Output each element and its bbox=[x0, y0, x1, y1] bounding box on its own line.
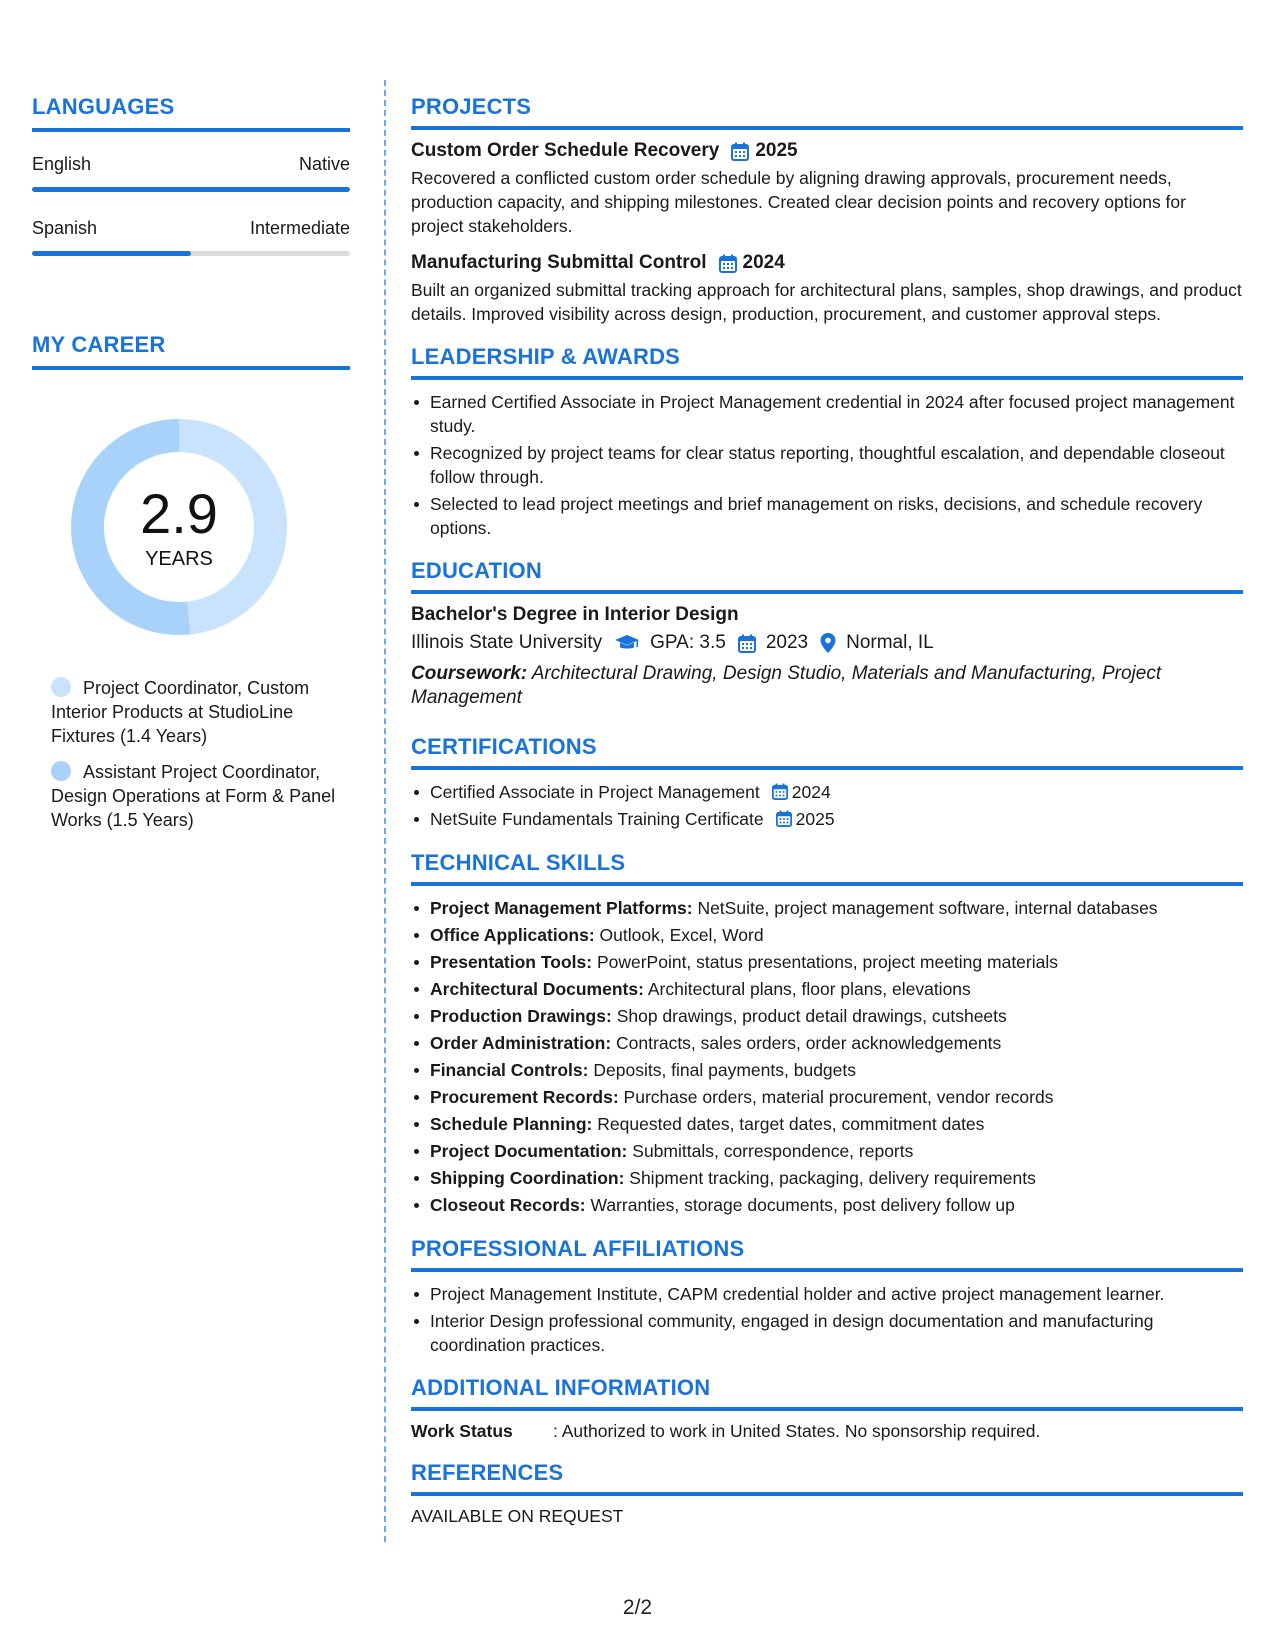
project-description: Built an organized submittal tracking approach for architectural plans, samples, shop drawings, and product details. Improved visibility across design, production, procurement, and customer approval steps. bbox=[411, 280, 1242, 324]
skill-value: Deposits, final payments, budgets bbox=[593, 1060, 857, 1080]
graduation-year: 2023 bbox=[765, 632, 809, 653]
school-name: Illinois State University bbox=[411, 632, 603, 653]
additional-section bbox=[411, 1375, 1243, 1442]
section-rule bbox=[411, 1407, 1243, 1411]
skill-label: Order Administration: bbox=[430, 1033, 612, 1053]
projects-title: PROJECTS bbox=[411, 94, 532, 119]
language-level: Native bbox=[298, 154, 350, 174]
list-item: Interior Design professional community, engaged in design documentation and manufacturing coordination practices. bbox=[411, 1309, 1243, 1357]
language-name: English bbox=[32, 154, 92, 174]
coursework bbox=[411, 662, 1243, 710]
skill-value: PowerPoint, status presentations, project meeting materials bbox=[596, 952, 1058, 972]
certification-item bbox=[411, 780, 1243, 805]
certification-year: 2025 bbox=[795, 809, 835, 829]
additional-title: ADDITIONAL INFORMATION bbox=[411, 1375, 711, 1400]
skill-value: Warranties, storage documents, post delivery follow up bbox=[590, 1195, 1015, 1215]
projects-section bbox=[411, 94, 1243, 326]
skill-value: Requested dates, target dates, commitment dates bbox=[597, 1114, 985, 1134]
education-section bbox=[411, 558, 1243, 710]
list-item: Project Management Institute, CAPM credential holder and active project management learner. bbox=[411, 1282, 1243, 1306]
degree-title: Bachelor's Degree in Interior Design bbox=[411, 604, 739, 625]
skill-label: Project Management Platforms: bbox=[430, 898, 693, 918]
career-donut-chart bbox=[66, 414, 292, 640]
legend-label: Assistant Project Coordinator, Design Operations at Form & Panel Works (1.5 Years) bbox=[51, 762, 336, 830]
languages-title: LANGUAGES bbox=[32, 94, 175, 119]
skill-value: NetSuite, project management software, internal databases bbox=[697, 898, 1158, 918]
skill-item bbox=[411, 950, 1243, 975]
language-bar bbox=[32, 187, 350, 192]
language-name: Spanish bbox=[32, 218, 98, 238]
certification-name: NetSuite Fundamentals Training Certificate bbox=[430, 809, 764, 829]
project-item bbox=[411, 252, 1243, 326]
skill-value: Outlook, Excel, Word bbox=[599, 925, 764, 945]
section-rule bbox=[411, 126, 1243, 130]
section-rule bbox=[32, 366, 350, 370]
skill-item bbox=[411, 1193, 1243, 1218]
calendar-icon bbox=[738, 634, 756, 653]
references-text: AVAILABLE ON REQUEST bbox=[411, 1506, 624, 1526]
language-bar bbox=[32, 251, 350, 256]
skill-label: Office Applications: bbox=[430, 925, 595, 945]
project-name: Custom Order Schedule Recovery bbox=[411, 140, 720, 161]
coursework-label: Coursework: bbox=[411, 663, 528, 684]
skill-item bbox=[411, 923, 1243, 948]
left-column bbox=[32, 94, 350, 844]
legend-label: Project Coordinator, Custom Interior Products at StudioLine Fixtures (1.4 Years) bbox=[51, 678, 310, 746]
language-bar-fill bbox=[32, 251, 191, 256]
section-rule bbox=[411, 1268, 1243, 1272]
skill-item bbox=[411, 896, 1243, 921]
language-level: Intermediate bbox=[249, 218, 350, 238]
career-total-value: 2.9 bbox=[140, 481, 218, 545]
certification-name: Certified Associate in Project Management bbox=[430, 782, 760, 802]
language-bar-fill bbox=[32, 187, 350, 192]
right-column bbox=[411, 94, 1243, 1545]
affiliations-title: PROFESSIONAL AFFILIATIONS bbox=[411, 1236, 745, 1261]
leadership-title: LEADERSHIP & AWARDS bbox=[411, 344, 681, 369]
section-rule bbox=[411, 882, 1243, 886]
project-year: 2024 bbox=[742, 252, 785, 273]
languages-section bbox=[32, 94, 350, 256]
skills-section bbox=[411, 850, 1243, 1218]
legend-dot-icon bbox=[51, 761, 71, 781]
calendar-icon bbox=[719, 254, 737, 273]
skill-label: Production Drawings: bbox=[430, 1006, 612, 1026]
project-year: 2025 bbox=[755, 140, 798, 161]
skills-title: TECHNICAL SKILLS bbox=[411, 850, 626, 875]
skill-value: Shop drawings, product detail drawings, cutsheets bbox=[616, 1006, 1007, 1026]
skill-label: Architectural Documents: bbox=[430, 979, 644, 999]
leadership-section bbox=[411, 344, 1243, 540]
legend-dot-icon bbox=[51, 677, 71, 697]
certifications-section bbox=[411, 734, 1243, 832]
skill-item bbox=[411, 1139, 1243, 1164]
skill-item bbox=[411, 977, 1243, 1002]
coursework-text: Architectural Drawing, Design Studio, Materials and Manufacturing, Project Management bbox=[411, 663, 1162, 708]
skill-value: Purchase orders, material procurement, vendor records bbox=[623, 1087, 1054, 1107]
career-title: MY CAREER bbox=[32, 332, 166, 357]
certification-item bbox=[411, 807, 1243, 832]
list-item: Earned Certified Associate in Project Management credential in 2024 after focused project management study. bbox=[411, 390, 1243, 438]
project-item bbox=[411, 140, 1243, 238]
column-divider bbox=[384, 80, 386, 1542]
skill-label: Financial Controls: bbox=[430, 1060, 589, 1080]
references-title: REFERENCES bbox=[411, 1460, 564, 1485]
skill-value: Submittals, correspondence, reports bbox=[632, 1141, 914, 1161]
section-rule bbox=[411, 376, 1243, 380]
skill-label: Procurement Records: bbox=[430, 1087, 619, 1107]
affiliations-section bbox=[411, 1236, 1243, 1357]
work-status-label: Work Status bbox=[411, 1421, 513, 1441]
calendar-icon bbox=[772, 783, 788, 800]
skill-item bbox=[411, 1004, 1243, 1029]
gpa: GPA: 3.5 bbox=[650, 632, 726, 653]
skill-label: Closeout Records: bbox=[430, 1195, 586, 1215]
legend-item bbox=[51, 760, 341, 832]
list-item: Selected to lead project meetings and brief management on risks, decisions, and schedule recovery options. bbox=[411, 492, 1243, 540]
skill-value: Shipment tracking, packaging, delivery requirements bbox=[629, 1168, 1036, 1188]
skill-item bbox=[411, 1058, 1243, 1083]
skill-item bbox=[411, 1112, 1243, 1137]
section-rule bbox=[411, 1492, 1243, 1496]
skill-label: Project Documentation: bbox=[430, 1141, 628, 1161]
graduation-cap-icon bbox=[614, 634, 640, 652]
legend-item bbox=[51, 676, 341, 748]
certification-year: 2024 bbox=[791, 782, 831, 802]
list-item: Recognized by project teams for clear status reporting, thoughtful escalation, and dependable closeout follow through. bbox=[411, 441, 1243, 489]
calendar-icon bbox=[776, 810, 792, 827]
career-section bbox=[32, 332, 350, 832]
certifications-title: CERTIFICATIONS bbox=[411, 734, 597, 759]
skill-item bbox=[411, 1085, 1243, 1110]
references-section bbox=[411, 1460, 1243, 1527]
section-rule bbox=[32, 128, 350, 132]
career-total-unit: YEARS bbox=[145, 547, 213, 570]
section-rule bbox=[411, 590, 1243, 594]
skill-item bbox=[411, 1031, 1243, 1056]
language-item bbox=[32, 154, 350, 192]
skill-label: Presentation Tools: bbox=[430, 952, 593, 972]
skill-label: Schedule Planning: bbox=[430, 1114, 593, 1134]
school-location: Normal, IL bbox=[846, 632, 934, 653]
skill-value: Architectural plans, floor plans, elevations bbox=[647, 979, 971, 999]
skill-value: Contracts, sales orders, order acknowledgements bbox=[616, 1033, 1002, 1053]
work-status-value: : Authorized to work in United States. No sponsorship required. bbox=[553, 1421, 1041, 1441]
project-description: Recovered a conflicted custom order schedule by aligning drawing approvals, procurement needs, production capacity, and shipping milestones. Created clear decision points and recovery options for project stakeholders. bbox=[411, 168, 1186, 236]
language-item bbox=[32, 218, 350, 256]
skill-label: Shipping Coordination: bbox=[430, 1168, 625, 1188]
page-number: 2/2 bbox=[622, 1596, 653, 1619]
skills-list bbox=[411, 896, 1243, 1218]
section-rule bbox=[411, 766, 1243, 770]
skill-item bbox=[411, 1166, 1243, 1191]
location-pin-icon bbox=[820, 633, 836, 653]
education-title: EDUCATION bbox=[411, 558, 542, 583]
project-name: Manufacturing Submittal Control bbox=[411, 252, 707, 273]
calendar-icon bbox=[731, 142, 749, 161]
career-legend bbox=[51, 676, 341, 832]
